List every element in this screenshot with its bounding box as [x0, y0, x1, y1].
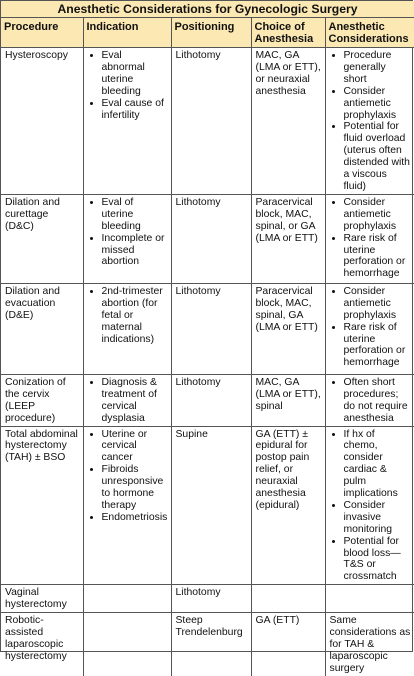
positioning-cell: Steep Trendelenburg: [171, 613, 251, 676]
considerations-cell: Same considerations as for TAH & laparoscopic surgery: [325, 613, 414, 676]
list-item: • Eval of uterine bleeding: [102, 197, 168, 233]
indication-cell: [83, 374, 171, 426]
procedure-cell: Vaginal hysterectomy: [1, 585, 83, 613]
indication-list: [88, 429, 168, 524]
list-item: • Rare risk of uterine perforation or hemorrhage: [344, 322, 412, 370]
indication-list: [88, 197, 168, 268]
procedure-cell: Hysteroscopy: [1, 48, 83, 195]
procedure-cell: Conization of the cervix (LEEP procedure): [1, 374, 83, 426]
considerations-list: [330, 286, 412, 369]
table-row: [1, 194, 414, 283]
anesthesia-cell: GA (ETT): [251, 613, 325, 676]
considerations-list: [330, 377, 412, 425]
considerations-cell: [325, 48, 414, 195]
list-item: • 2nd-trimester abortion (for fetal or maternal indications): [102, 286, 168, 346]
considerations-cell: [325, 426, 414, 585]
list-item: • Potential for blood loss—T&S or crossmatch: [344, 536, 412, 584]
list-item: • Eval abnormal uterine bleeding: [102, 50, 168, 98]
list-item: • Potential for fluid overload (uterus often distended with a viscous fluid): [344, 121, 412, 192]
considerations-cell: [325, 374, 414, 426]
table-row: [1, 613, 414, 676]
considerations-cell: [325, 283, 414, 374]
indication-cell: [83, 283, 171, 374]
list-item: • Uterine or cervical cancer: [102, 429, 168, 465]
anesthesia-cell: Paracervical block, MAC, spinal, or GA (LMA or ETT): [251, 194, 325, 283]
procedure-cell: Robotic-assisted laparoscopic hysterectomy: [1, 613, 83, 676]
positioning-cell: Supine: [171, 426, 251, 585]
list-item: • Consider antiemetic prophylaxis: [344, 286, 412, 322]
anesthesia-cell: MAC, GA (LMA or ETT), or neuraxial anesthesia: [251, 48, 325, 195]
list-item: • If hx of chemo, consider cardiac & pulm implications: [344, 429, 412, 500]
list-item: • Endometriosis: [102, 512, 168, 524]
positioning-cell: Lithotomy: [171, 374, 251, 426]
list-item: • Diagnosis & treatment of cervical dysplasia: [102, 377, 168, 425]
indication-cell: [83, 194, 171, 283]
list-item: • Fibroids unresponsive to hormone therapy: [102, 464, 168, 512]
indication-cell: [83, 585, 171, 613]
list-item: • Consider antiemetic prophylaxis: [344, 86, 412, 122]
gyn-surgery-table: [1, 1, 414, 676]
header-positioning: Positioning: [171, 18, 251, 48]
considerations-cell: [325, 585, 414, 613]
procedure-cell: Dilation and evacuation (D&E): [1, 283, 83, 374]
procedure-cell: Dilation and curettage (D&C): [1, 194, 83, 283]
anesthesia-cell: MAC, GA (LMA or ETT), spinal: [251, 374, 325, 426]
list-item: • Eval cause of infertility: [102, 98, 168, 122]
positioning-cell: Lithotomy: [171, 48, 251, 195]
table-title: Anesthetic Considerations for Gynecologic Surgery: [1, 1, 414, 18]
table-row: [1, 585, 414, 613]
table-row: [1, 426, 414, 585]
list-item: • Rare risk of uterine perforation or hemorrhage: [344, 233, 412, 281]
considerations-list: [330, 197, 412, 280]
anesthesia-cell: Paracervical block, MAC, spinal, GA (LMA or ETT): [251, 283, 325, 374]
positioning-cell: Lithotomy: [171, 585, 251, 613]
positioning-cell: Lithotomy: [171, 194, 251, 283]
table-body: [1, 48, 414, 676]
list-item: • Often short procedures; do not require anesthesia: [344, 377, 412, 425]
header-anesthesia: Choice of Anesthesia: [251, 18, 325, 48]
indication-list: [88, 50, 168, 121]
considerations-list: [330, 429, 412, 584]
table-row: [1, 283, 414, 374]
indication-list: [88, 286, 168, 346]
indication-cell: [83, 48, 171, 195]
list-item: • Consider invasive monitoring: [344, 500, 412, 536]
list-item: • Incomplete or missed abortion: [102, 233, 168, 269]
header-considerations: Anesthetic Considerations: [325, 18, 414, 48]
anesthesia-cell: [251, 585, 325, 613]
header-indication: Indication: [83, 18, 171, 48]
table-row: [1, 374, 414, 426]
header-row: [1, 18, 414, 48]
header-procedure: Procedure: [1, 18, 83, 48]
list-item: • Consider antiemetic prophylaxis: [344, 197, 412, 233]
considerations-cell: [325, 194, 414, 283]
procedure-cell: Total abdominal hysterectomy (TAH) ± BSO: [1, 426, 83, 585]
indication-cell: [83, 426, 171, 585]
table-row: [1, 48, 414, 195]
positioning-cell: Lithotomy: [171, 283, 251, 374]
indication-list: [88, 377, 168, 425]
considerations-list: [330, 50, 412, 193]
anesthesia-cell: GA (ETT) ± epidural for postop pain relief, or neuraxial anesthesia (epidural): [251, 426, 325, 585]
list-item: • Procedure generally short: [344, 50, 412, 86]
indication-cell: [83, 613, 171, 676]
